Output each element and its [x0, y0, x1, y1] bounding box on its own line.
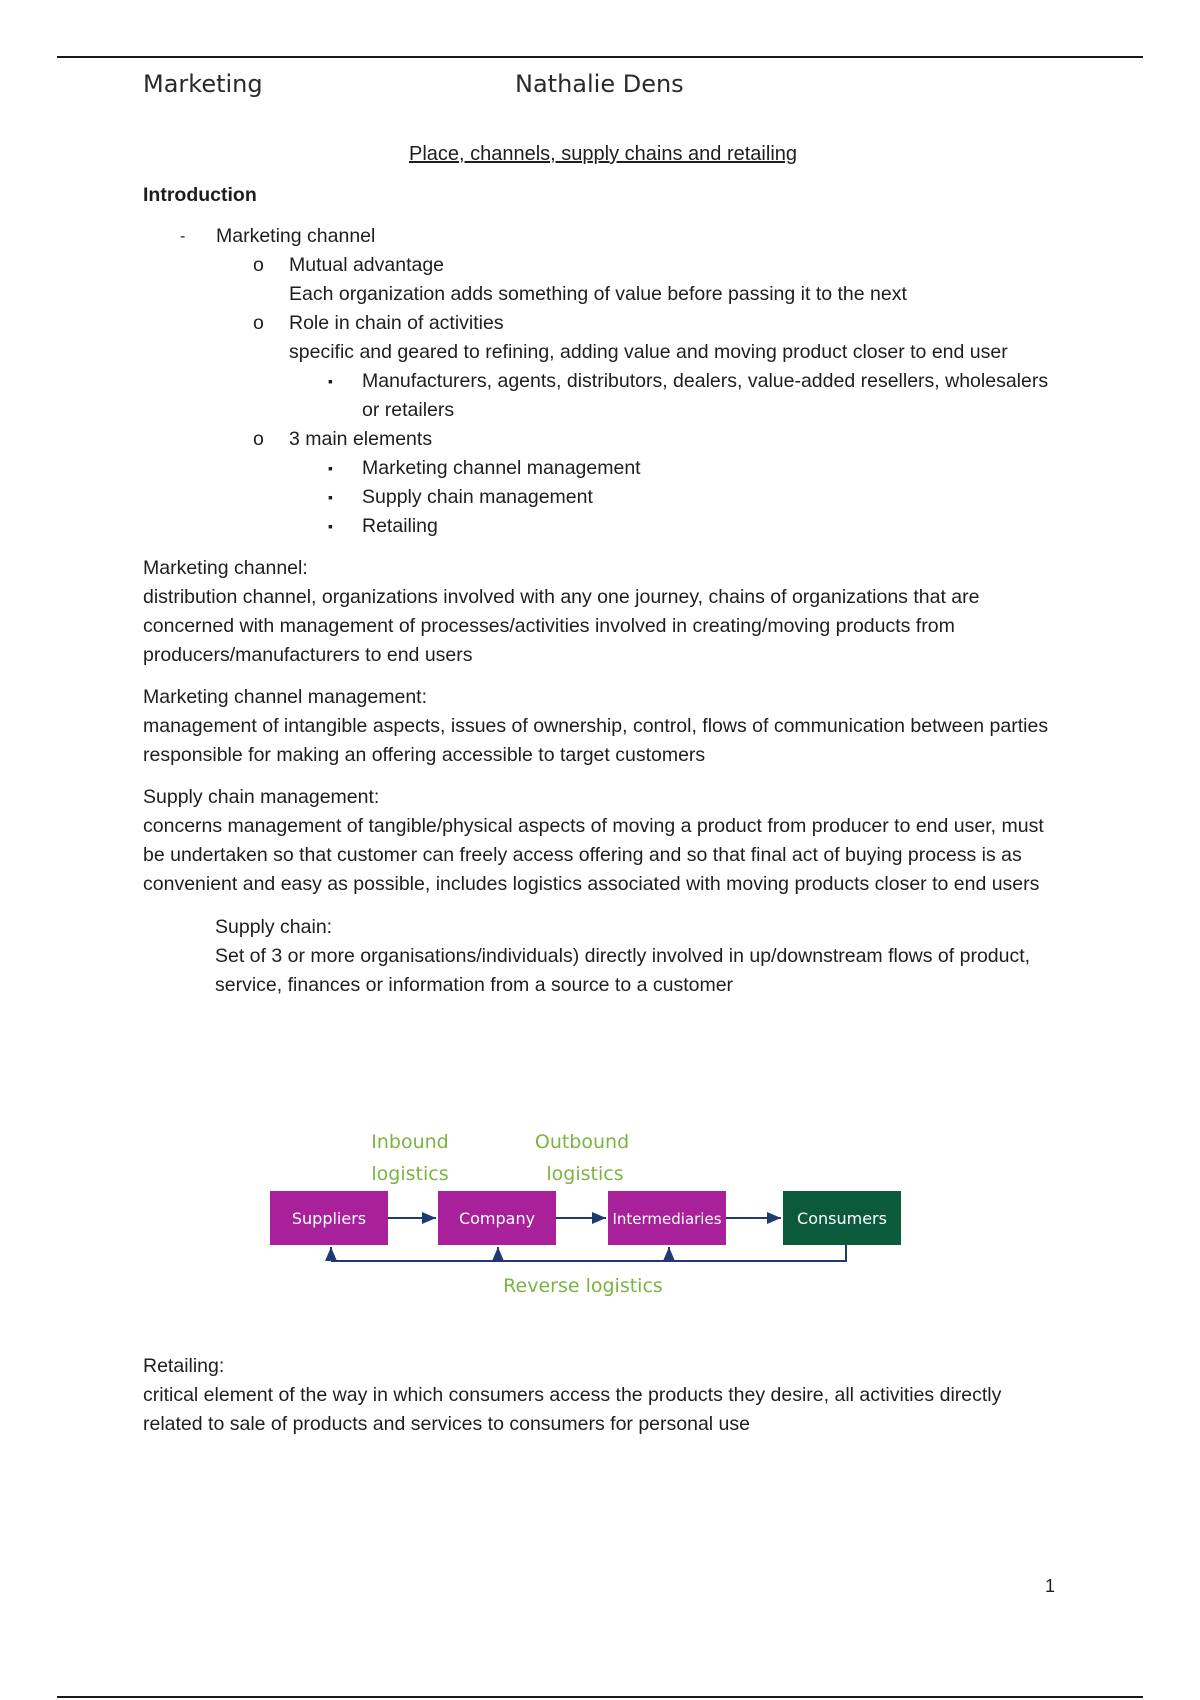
list-item	[328, 367, 1063, 425]
list-item	[253, 425, 1063, 541]
company-label: Company	[458, 1209, 536, 1228]
definition-term: Marketing channel management:	[143, 686, 427, 708]
list-item-label: Manufacturers, agents, distributors, dealers, value-added resellers, wholesalers or retailers	[362, 370, 1049, 421]
definition-supply-chain-management	[143, 783, 1063, 899]
sub-sub-list	[289, 367, 1063, 425]
list-item	[328, 454, 1063, 483]
intermediaries-label: Intermediaries	[612, 1210, 722, 1228]
document-body	[143, 140, 1063, 1000]
reverse-logistics-label: Reverse logistics	[503, 1275, 663, 1297]
list-item-label: Role in chain of activities	[289, 312, 504, 334]
introduction-heading: Introduction	[143, 184, 257, 206]
diagram-svg	[265, 1125, 925, 1305]
list-item	[253, 309, 1063, 425]
course-name: Marketing	[143, 70, 263, 98]
list-item-detail: Each organization adds something of value before passing it to the next	[289, 283, 907, 305]
list-item-label: Supply chain management	[362, 486, 593, 508]
supply-chain-diagram	[265, 1125, 925, 1305]
consumers-label: Consumers	[797, 1209, 887, 1228]
square-bullet: ▪	[328, 460, 333, 476]
document-title: Place, channels, supply chains and retailing	[408, 143, 798, 165]
definition-text: management of intangible aspects, issues of ownership, control, flows of communication between parties responsible for making an offering accessible to target customers	[143, 715, 1049, 766]
inbound-label-line1: Inbound	[371, 1131, 449, 1153]
square-bullet: ▪	[328, 373, 333, 389]
definition-retailing	[143, 1352, 1063, 1439]
square-bullet: ▪	[328, 489, 333, 505]
definition-term: Supply chain:	[215, 916, 333, 938]
page-number: 1	[1045, 1576, 1056, 1596]
list-item-label: Marketing channel	[216, 225, 376, 247]
list-item-label: Retailing	[362, 515, 438, 537]
list-item-label: Mutual advantage	[289, 254, 445, 276]
definition-marketing-channel	[143, 554, 1063, 670]
circle-bullet: o	[253, 428, 264, 450]
list-item-label: Marketing channel management	[362, 457, 641, 479]
outbound-label-line2: logistics	[546, 1163, 624, 1185]
definition-text: distribution channel, organizations involved with any one journey, chains of organizations that are concerned with management of processes/activities involved in creating/moving products from producers/manufacturers to end users	[143, 586, 980, 666]
footer-rule	[57, 1696, 1143, 1698]
definition-text: concerns management of tangible/physical aspects of moving a product from producer to end user, must be undertaken so that customer can freely access offering and so that final act of buying process is as convenient and easy as possible, includes logistics associated with moving products closer to end users	[143, 815, 1044, 895]
list-item	[180, 222, 1063, 541]
suppliers-label: Suppliers	[291, 1209, 367, 1228]
circle-bullet: o	[253, 254, 264, 276]
intro-list	[143, 222, 1063, 541]
page-header	[143, 70, 1043, 104]
definition-term: Retailing:	[143, 1355, 225, 1377]
list-item-detail: specific and geared to refining, adding value and moving product closer to end user	[289, 341, 1008, 363]
reverse-logistics-line	[331, 1245, 846, 1261]
definition-marketing-channel-management	[143, 683, 1063, 770]
author-name: Nathalie Dens	[515, 70, 684, 98]
definition-term: Supply chain management:	[143, 786, 380, 808]
definition-text: critical element of the way in which consumers access the products they desire, all activities directly related to sale of products and services to consumers for personal use	[143, 1384, 1002, 1435]
sub-sub-list	[289, 454, 1063, 541]
list-item	[328, 483, 1063, 512]
definition-text: Set of 3 or more organisations/individuals) directly involved in up/downstream flows of product, service, finances or information from a source to a customer	[215, 945, 1031, 996]
definition-term: Marketing channel:	[143, 557, 308, 579]
list-item-label: 3 main elements	[289, 428, 433, 450]
outbound-label-line1: Outbound	[534, 1131, 630, 1153]
list-item	[253, 251, 1063, 309]
inbound-label-line2: logistics	[371, 1163, 449, 1185]
sub-list	[216, 251, 1063, 541]
dash-bullet: -	[180, 228, 186, 245]
header-rule	[57, 56, 1143, 58]
list-item	[328, 512, 1063, 541]
square-bullet: ▪	[328, 518, 333, 534]
definition-supply-chain	[143, 913, 1063, 1000]
circle-bullet: o	[253, 312, 264, 334]
